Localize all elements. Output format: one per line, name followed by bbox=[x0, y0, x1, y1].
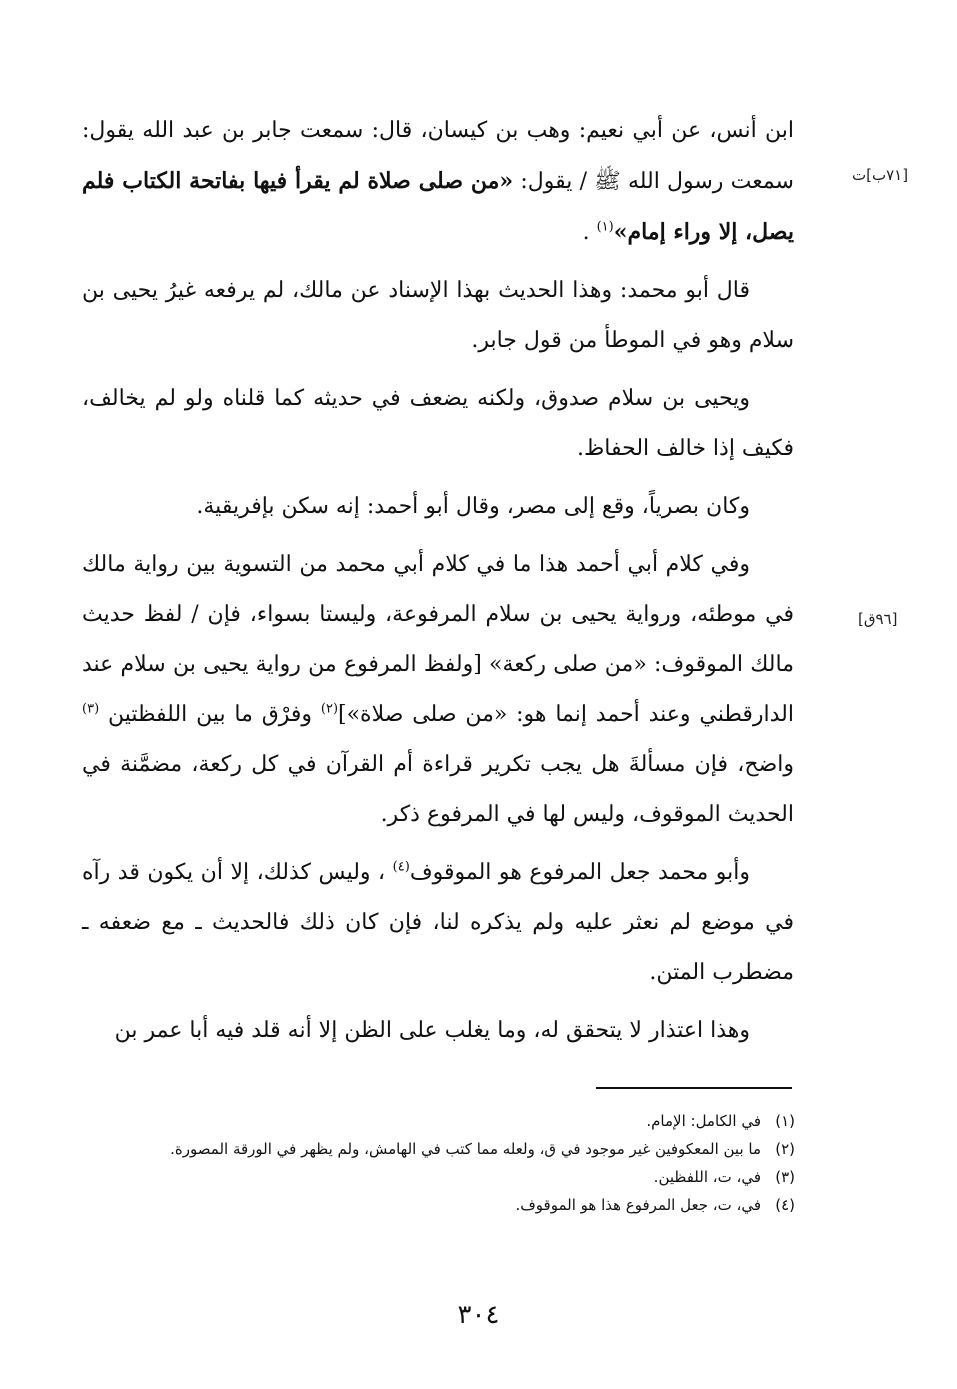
footnote-ref: (٤) bbox=[392, 859, 410, 875]
main-text bbox=[82, 106, 794, 1064]
footnote-separator bbox=[596, 1087, 792, 1089]
margin-note-manuscript-ref: [٧١ب]ت bbox=[852, 166, 909, 184]
hadith-quote: «من صلى صلاة لم يقرأ فيها بفاتحة الكتاب فلم يصل، إلا وراء إمام» bbox=[82, 168, 794, 245]
paragraph-4: وكان بصرياً، وقع إلى مصر، وقال أبو أحمد: إنه سكن بإفريقية. bbox=[196, 494, 750, 519]
paragraph-text: . bbox=[582, 220, 597, 245]
footnote bbox=[140, 1163, 795, 1191]
paragraph-1 bbox=[82, 106, 794, 258]
paragraph-text: وفي كلام أبي أحمد هذا ما في كلام أبي محمد من التسوية بين رواية مالك في موطئه، ورواية يحيى بن سلام المرفوعة، وليستا بسواء، فإن / لفظ حديث مالك الموقوف: «من صلى ركعة» [ولفظ المرفوع من رواية يحيى بن سلام عند الدارقطني وعند أحمد إنما هو: «من صلى صلاة»] bbox=[82, 552, 794, 727]
footnote-text: في، ت، جعل المرفوع هذا هو الموقوف. bbox=[515, 1196, 761, 1214]
paragraph-text: واضح، فإن مسألةَ هل يجب تكرير قراءة أم القرآن في كل ركعة، مضمَّنة في الحديث الموقوف، وليس لها في المرفوع ذكر. bbox=[82, 752, 794, 827]
footnote-number: (١) bbox=[775, 1112, 795, 1130]
footnote-number: (٤) bbox=[775, 1196, 795, 1214]
paragraph-2: قال أبو محمد: وهذا الحديث بهذا الإسناد عن مالك، لم يرفعه غيرُ يحيى بن سلام وهو في الموطأ من قول جابر. bbox=[82, 278, 794, 353]
footnote-number: (٢) bbox=[775, 1140, 795, 1158]
footnote-text: في الكامل: الإمام. bbox=[646, 1112, 761, 1130]
page-number: ٣٠٤ bbox=[457, 1300, 500, 1330]
paragraph-6 bbox=[82, 848, 794, 998]
paragraph-text: وأبو محمد جعل المرفوع هو الموقوف bbox=[409, 860, 750, 885]
footnote-ref: (١) bbox=[596, 219, 614, 235]
footnotes bbox=[140, 1107, 795, 1219]
paragraph-7: وهذا اعتذار لا يتحقق له، وما يغلب على الظن إلا أنه قلد فيه أبا عمر بن bbox=[114, 1018, 750, 1043]
paragraph-text: ، وليس كذلك، إلا أن يكون قد رآه في موضع لم نعثر عليه ولم يذكره لنا، فإن كان ذلك فالحديث ـ مع ضعفه ـ مضطرب المتن. bbox=[82, 860, 794, 985]
footnote bbox=[140, 1107, 795, 1135]
footnote-text: ما بين المعكوفين غير موجود في ق، ولعله مما كتب في الهامش، ولم يظهر في الورقة المصورة. bbox=[170, 1140, 761, 1158]
footnote bbox=[140, 1135, 795, 1163]
paragraph-3: ويحيى بن سلام صدوق، ولكنه يضعف في حديثه كما قلناه ولو لم يخالف، فكيف إذا خالف الحفاظ. bbox=[82, 386, 794, 461]
footnote-text: في، ت، اللفظين. bbox=[653, 1168, 761, 1186]
footnote-number: (٣) bbox=[775, 1168, 795, 1186]
paragraph-5 bbox=[82, 540, 794, 840]
footnote-ref: (٣) bbox=[82, 701, 100, 717]
paragraph-text: ابن أنس، عن أبي نعيم: وهب بن كيسان، قال: سمعت جابر بن عبد الله يقول: سمعت رسول الله ﷺ / يقول: bbox=[82, 118, 794, 194]
footnote bbox=[140, 1191, 795, 1219]
paragraph-text: وفرْق ما بين اللفظتين bbox=[99, 702, 321, 727]
footnote-ref: (٢) bbox=[320, 701, 339, 717]
margin-note-manuscript-ref: [٩٦ق] bbox=[858, 610, 898, 628]
